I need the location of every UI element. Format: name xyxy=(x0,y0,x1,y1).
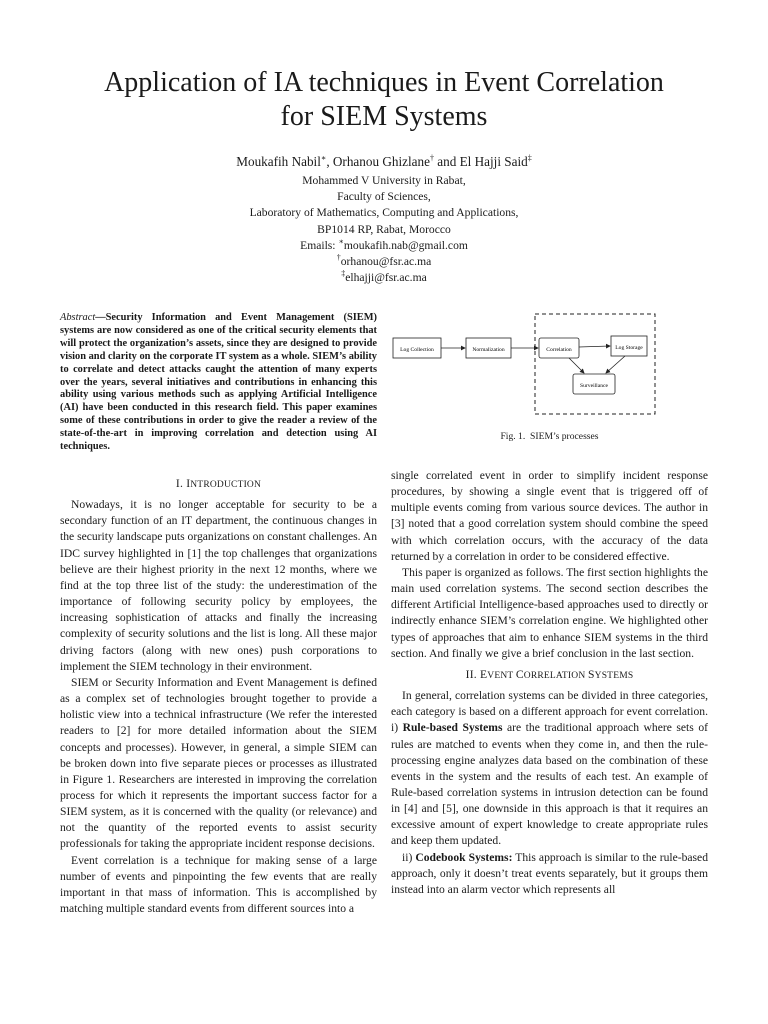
email-2: orhanou@fsr.ac.ma xyxy=(340,255,432,269)
author-list xyxy=(40,154,728,170)
caption-text: SIEM’s processes xyxy=(530,431,599,442)
right-column xyxy=(391,468,708,898)
author-1-mark: ∗ xyxy=(320,153,327,163)
label-normalization: Normalization xyxy=(472,347,505,353)
email-3-mark: ‡ xyxy=(341,269,346,279)
figure-1-caption xyxy=(391,431,708,442)
author-1: Moukafih Nabil xyxy=(236,154,321,169)
section-1-paragraph: Nowadays, it is no longer acceptable for security to be a secondary function of an IT department, the continuous changes in the security landscape puts organizations on constant challenges. An IDC survey highlighted in [1] the top challenges that organizations believe are their highest priority in the next 12 months, where we find at the top three list of the study: the underestimation of the importance of following security policy by employees, the increasing sophistication of attacks and finally the increasing complexity of security solutions and the list is long. All these major driving factors (along with new ones) push corporations to implement the SIEM technology in their environment. xyxy=(60,498,377,673)
email-1-mark: ∗ xyxy=(338,236,344,246)
email-line-3 xyxy=(40,270,728,286)
affiliation-block xyxy=(40,173,728,286)
author-2-mark: † xyxy=(429,153,434,163)
section-1-paragraph: SIEM or Security Information and Event Management is defined as a complex set of technologies brought together to provide a holistic view into a technical infrastructure (We refer the interested readers to [2] for more detailed information about the SIEM concepts and processes). However, in general, a simple SIEM can be broken down into five separate pieces or processes as illustrated in Figure 1. Researchers are interested in improving the correlation process for which it represents the important success factor for a SIEM system, as it is concerned with the quality (or relevance) and not the quantity of the reported events to assist security professionals for taking the appropriate incident response decisions. xyxy=(60,675,377,851)
affiliation-line: Faculty of Sciences, xyxy=(337,190,431,204)
figure-1 xyxy=(391,313,708,423)
emails-line xyxy=(40,238,728,254)
author-3: El Hajji Said xyxy=(459,154,528,169)
email-3: elhajji@fsr.ac.ma xyxy=(345,271,427,285)
abstract-lead: Abstract xyxy=(60,312,96,323)
author-separator: , xyxy=(326,154,333,169)
affiliation-line: Mohammed V University in Rabat, xyxy=(302,174,466,187)
arrow-correlation-to-surveillance xyxy=(569,358,584,373)
label-log-collection: Log Collection xyxy=(400,347,434,353)
caption-label: Fig. 1. xyxy=(500,431,526,442)
author-2: Orhanou Ghizlane xyxy=(332,154,430,169)
label-log-storage: Log Storage xyxy=(615,345,643,351)
affiliation-line: Laboratory of Mathematics, Computing and Applications, xyxy=(249,206,519,220)
email-2-mark: † xyxy=(336,253,341,263)
abstract-body: —Security Information and Event Management (SIEM) systems are now considered as one of the critical security elements that will protect the organization’s assets, since they are designed to provide vision and clarity on the corporate IT system as a whole. SIEM’s ability to correlate and detect attacks caught the attention of many experts over the years, several initiatives and contributions in enhancing this ability using various methods such as applying Artificial Intelligence (AI) have been conducted in this research field. This paper examines some of these contributions in order to give the reader a review of the state-of-the-art in improving correlation and detection using AI techniques. xyxy=(60,312,377,453)
dashed-correlation-region xyxy=(535,314,655,414)
section-1-paragraph: This paper is organized as follows. The first section highlights the main used correlation systems. The second section describes the different Artificial Intelligence-based approaches used to directly or indirectly enhance SIEM’s correlation engine. We highlighted other types of approaches that aim to enhance SIEM systems in the third section. And finally we give a brief conclusion in the last section. xyxy=(391,565,708,660)
term-rule-based-systems: Rule-based Systems xyxy=(402,721,503,735)
affiliation-line: BP1014 RP, Rabat, Morocco xyxy=(317,222,451,236)
section-1-paragraph-continued: single correlated event in order to simplify incident response procedures, by showing a single event that is triggered off of multiple events coming from various source devices. The author in [3] noted that a good correlation system should combine the speed with which correlation occurs, with the accuracy of the data returned by a correlation in order to be considered effective. xyxy=(391,469,708,563)
siem-process-diagram xyxy=(391,313,708,423)
section-2-heading: II. EVENT CORRELATION SYSTEMS xyxy=(465,667,634,681)
label-correlation: Correlation xyxy=(546,347,572,353)
arrow-storage-to-surveillance xyxy=(606,356,625,373)
author-and: and xyxy=(433,154,460,169)
abstract xyxy=(60,312,377,454)
email-line-2 xyxy=(40,254,728,270)
section-1-paragraph: Event correlation is a technique for making sense of a large number of events and pinpointing the few events that are really important in that mass of information. This is accomplished by matching multiple standard events from different sources into a xyxy=(60,853,377,916)
title-line-1: Application of IA techniques in Event Correlation xyxy=(104,67,664,98)
email-1: moukafih.nab@gmail.com xyxy=(343,238,468,252)
section-1-heading: I. INTRODUCTION xyxy=(175,477,262,490)
label-surveillance: Surveillance xyxy=(580,383,608,389)
arrow-correlation-to-storage xyxy=(579,346,610,347)
term-codebook-systems: Codebook Systems: xyxy=(415,850,513,864)
author-3-mark: ‡ xyxy=(527,153,532,163)
paper-title xyxy=(40,66,728,134)
emails-prefix: Emails: xyxy=(300,238,339,252)
title-line-2: for SIEM Systems xyxy=(280,101,488,132)
section-2-paragraph: In general, correlation systems can be divided in three categories, each category is based on a different approach for event correlation. i) Rule-based Systems are the traditional approach where sets of rules are matched to events when they come in, and then the rule-processing engine analyzes data based on the combination of these events in the system and the results of each test. An example of Rule-based correlation systems in intrusion detection can be found in [4] and [5], one downside in this approach is that it requires an excessive amount of expert knowledge to create appropriate rules and keep them updated. xyxy=(391,689,708,848)
left-column xyxy=(60,476,377,917)
section-2-paragraph: ii) Codebook Systems: This approach is similar to the rule-based approach, only it doesn’t treat events separately, but it groups them instead into an alarm vector which represents all xyxy=(391,850,708,896)
